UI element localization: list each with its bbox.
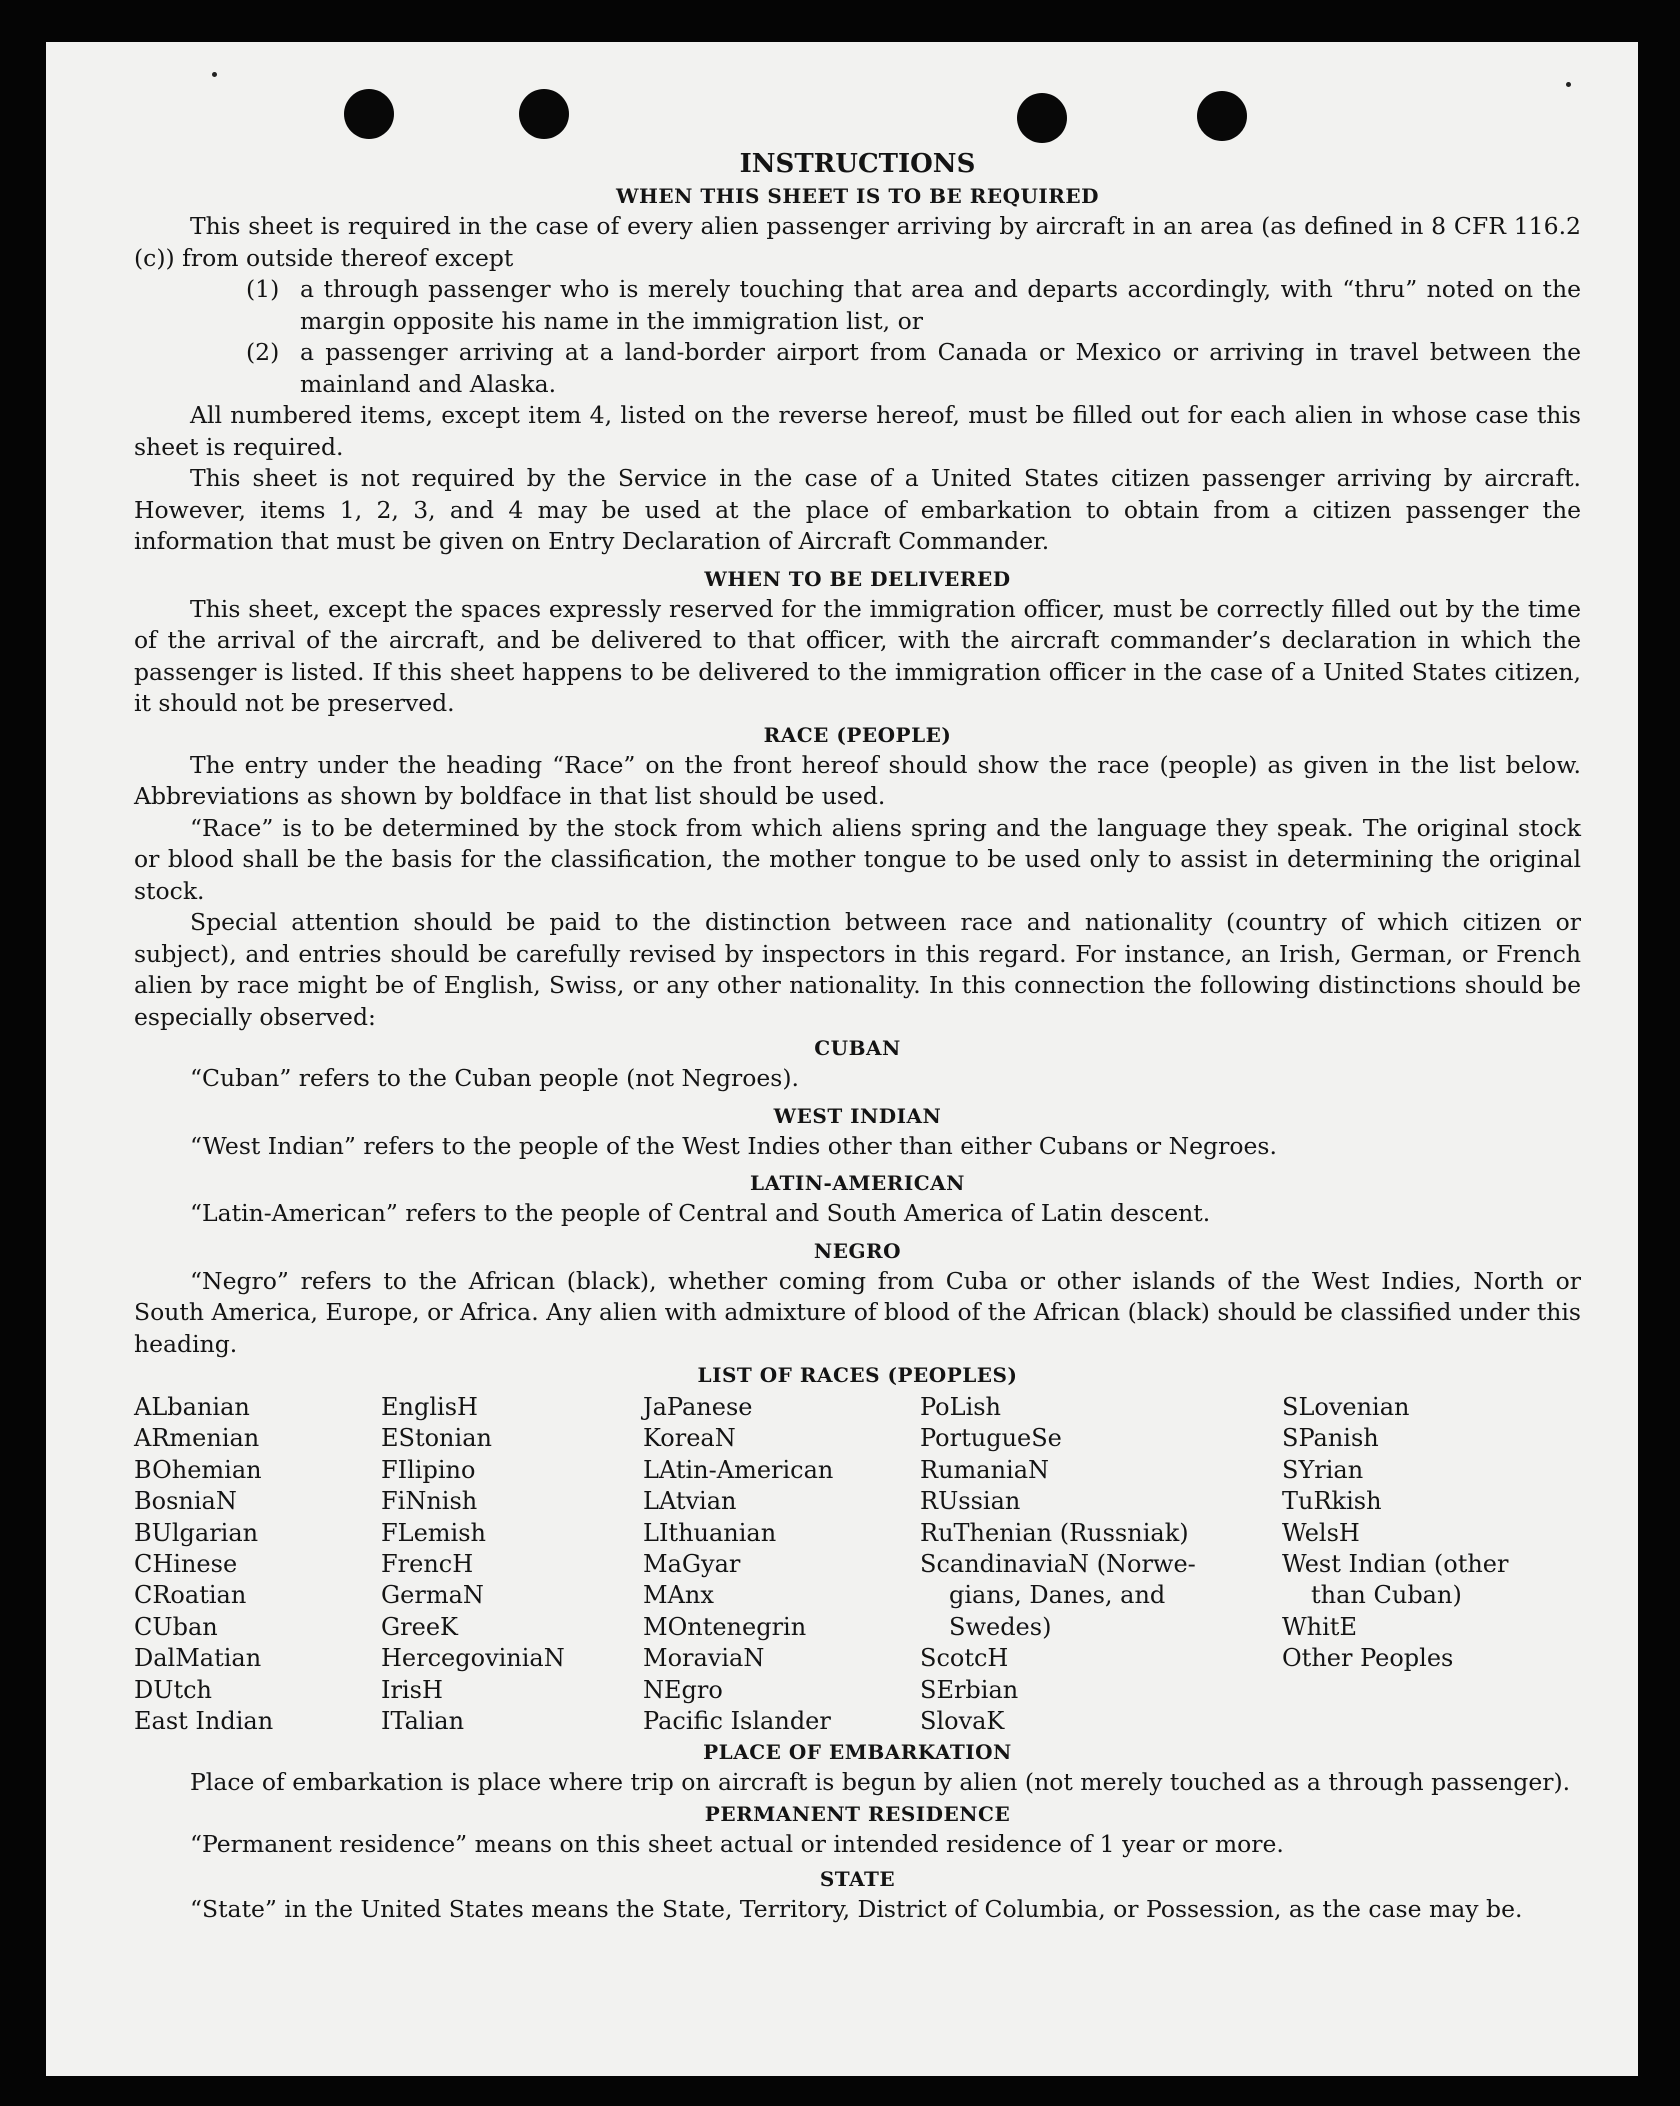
paragraph: “Permanent residence” means on this sheet actual or intended residence of 1 year or more. [190,1829,1284,1858]
race-entry: EStonian [381,1424,492,1453]
race-entry: FIlipino [381,1455,476,1484]
race-entry: DUtch [134,1675,213,1704]
section-heading-cuban: CUBAN [814,1036,901,1060]
speck [1566,82,1571,87]
races-column [1282,1392,1562,1737]
race-entry: West Indian (other [1282,1550,1509,1579]
race-entry: MaGyar [643,1550,741,1579]
race-entry: RuThenian (Russniak) [920,1518,1189,1547]
race-entry: MOntenegrin [643,1612,807,1641]
race-entry: SYrian [1282,1455,1364,1484]
race-entry-continuation: gians, Danes, and [949,1581,1166,1610]
instructions-content [134,147,1581,1926]
punch-hole [1197,91,1247,141]
race-entry: PoLish [920,1393,1002,1421]
races-column [134,1392,381,1737]
races-column [381,1392,643,1737]
race-entry: IrisH [381,1675,443,1704]
race-entry: SLovenian [1282,1393,1410,1421]
race-entry: LAtin-American [643,1455,834,1484]
race-entry: LAtvian [643,1487,737,1516]
section-heading-latin-american: LATIN-AMERICAN [750,1171,965,1195]
race-entry: BOhemian [134,1455,262,1484]
race-entry: MoraviaN [643,1644,765,1673]
paragraph: This sheet is required in the case of every alien passenger arriving by aircraft in an area (as defined in 8 CFR 116.2 (c)) from outside thereof except [134,212,1581,272]
paragraph: All numbered items, except item 4, listed on the reverse hereof, must be filled out for each alien in whose case this sheet is required. [134,401,1581,461]
punch-hole [1017,93,1067,143]
race-entry: GermaN [381,1581,484,1610]
section-heading-embarkation: PLACE OF EMBARKATION [703,1740,1012,1765]
races-column [643,1392,920,1737]
section-heading-delivered: WHEN TO BE DELIVERED [704,566,1011,591]
paragraph: This sheet, except the spaces expressly reserved for the immigration officer, must be correctly filled out by the time of the arrival of the aircraft, and be delivered to that officer, with the aircraft commander’s declaration in which the passenger is listed. If this sheet happens to be delivered to the immigration officer in the case of a United States citizen, it should not be preserved. [134,594,1581,717]
page-title: INSTRUCTIONS [739,149,976,179]
race-entry: KoreaN [643,1424,736,1453]
race-entry: WhitE [1282,1612,1357,1641]
race-entry: SlovaK [920,1707,1005,1736]
race-entry: HercegoviniaN [381,1644,565,1673]
race-entry: ITalian [381,1707,465,1736]
section-heading-residence: PERMANENT RESIDENCE [704,1801,1011,1826]
race-entry: BosniaN [134,1487,237,1516]
race-entry: RUssian [920,1487,1021,1516]
race-entry: RumaniaN [920,1455,1050,1484]
paragraph: Special attention should be paid to the distinction between race and nationality (country of which citizen or subject), and entries should be carefully revised by inspectors in this regard. For instance, an Irish, German, or French alien by race might be of English, Swiss, or any other nationality. In this connection the following distinctions should be especially observed: [134,908,1581,1031]
race-entry: FrencH [381,1550,474,1579]
race-entry: BUlgarian [134,1518,259,1547]
paragraph: The entry under the heading “Race” on the front hereof should show the race (people) as given in the list below. Abbreviations as shown by boldface in that list should be used. [134,750,1581,810]
race-entry: ARmenian [134,1424,260,1453]
races-column [920,1392,1282,1737]
race-entry: SErbian [920,1675,1019,1704]
race-entry: East Indian [134,1707,274,1736]
speck [212,72,217,77]
section-heading-west-indian: WEST INDIAN [773,1103,942,1128]
punch-hole [519,89,569,139]
item-number: (1) [246,275,280,303]
section-heading-races-list: LIST OF RACES (PEOPLES) [697,1363,1018,1387]
race-entry: ScotcH [920,1644,1009,1673]
paragraph: “Race” is to be determined by the stock from which aliens spring and the language they speak. The original stock or blood shall be the basis for the classification, the mother tongue to be used only to assist in determining the original stock. [134,813,1581,905]
item-number: (2) [246,338,280,366]
race-entry-continuation: than Cuban) [1311,1581,1462,1610]
race-entry: Other Peoples [1282,1644,1454,1673]
race-entry: EnglisH [381,1393,478,1421]
race-entry: ALbanian [134,1393,250,1421]
race-entry: PortugueSe [920,1424,1062,1453]
section-heading-state: STATE [819,1867,896,1892]
item-text: a through passenger who is merely touching that area and departs accordingly, with “thru” noted on the margin opposite his name in the immigration list, or [300,275,1581,335]
punch-hole [344,89,394,139]
race-entry: CRoatian [134,1581,247,1610]
race-entry: JaPanese [643,1393,753,1421]
race-entry: ScandinaviaN (Norwe- [920,1550,1196,1579]
race-entry: GreeK [381,1612,458,1641]
section-heading-negro: NEGRO [813,1238,902,1263]
race-entry-continuation: Swedes) [949,1612,1052,1641]
race-entry: TuRkish [1282,1487,1382,1516]
document-page [46,42,1638,2076]
section-heading-required: WHEN THIS SHEET IS TO BE REQUIRED [616,184,1099,208]
paragraph: “State” in the United States means the State, Territory, District of Columbia, or Possession, as the case may be. [190,1895,1523,1924]
section-heading-race: RACE (PEOPLE) [763,722,952,747]
race-entry: Pacific Islander [643,1707,831,1736]
item-text: a passenger arriving at a land-border airport from Canada or Mexico or arriving in travel between the mainland and Alaska. [300,338,1581,398]
race-entry: LIthuanian [643,1518,777,1547]
race-entry: FLemish [381,1518,486,1547]
paragraph: “Cuban” refers to the Cuban people (not Negroes). [190,1064,800,1092]
race-entry: WelsH [1282,1518,1360,1547]
numbered-item [246,337,1581,400]
race-entry: NEgro [643,1675,723,1704]
race-entry: FiNnish [381,1487,478,1516]
race-entry: MAnx [643,1581,714,1610]
paragraph: “Negro” refers to the African (black), whether coming from Cuba or other islands of the West Indies, North or South America, Europe, or Africa. Any alien with admixture of blood of the African (black) should be classified under this heading. [134,1266,1581,1358]
race-entry: DalMatian [134,1644,262,1673]
paragraph: “Latin-American” refers to the people of Central and South America of Latin descent. [190,1199,1211,1227]
numbered-item [246,274,1581,337]
paragraph: This sheet is not required by the Service in the case of a United States citizen passenger arriving by aircraft. However, items 1, 2, 3, and 4 may be used at the place of embarkation to obtain from a citizen passenger the information that must be given on Entry Declaration of Aircraft Commander. [134,464,1581,555]
race-entry: CHinese [134,1550,238,1579]
race-entry: SPanish [1282,1424,1379,1453]
races-list [134,1392,1581,1737]
paragraph: Place of embarkation is place where trip on aircraft is begun by alien (not merely touched as a through passenger). [190,1768,1571,1797]
paragraph: “West Indian” refers to the people of the West Indies other than either Cubans or Negroes. [190,1131,1277,1160]
race-entry: CUban [134,1612,218,1641]
